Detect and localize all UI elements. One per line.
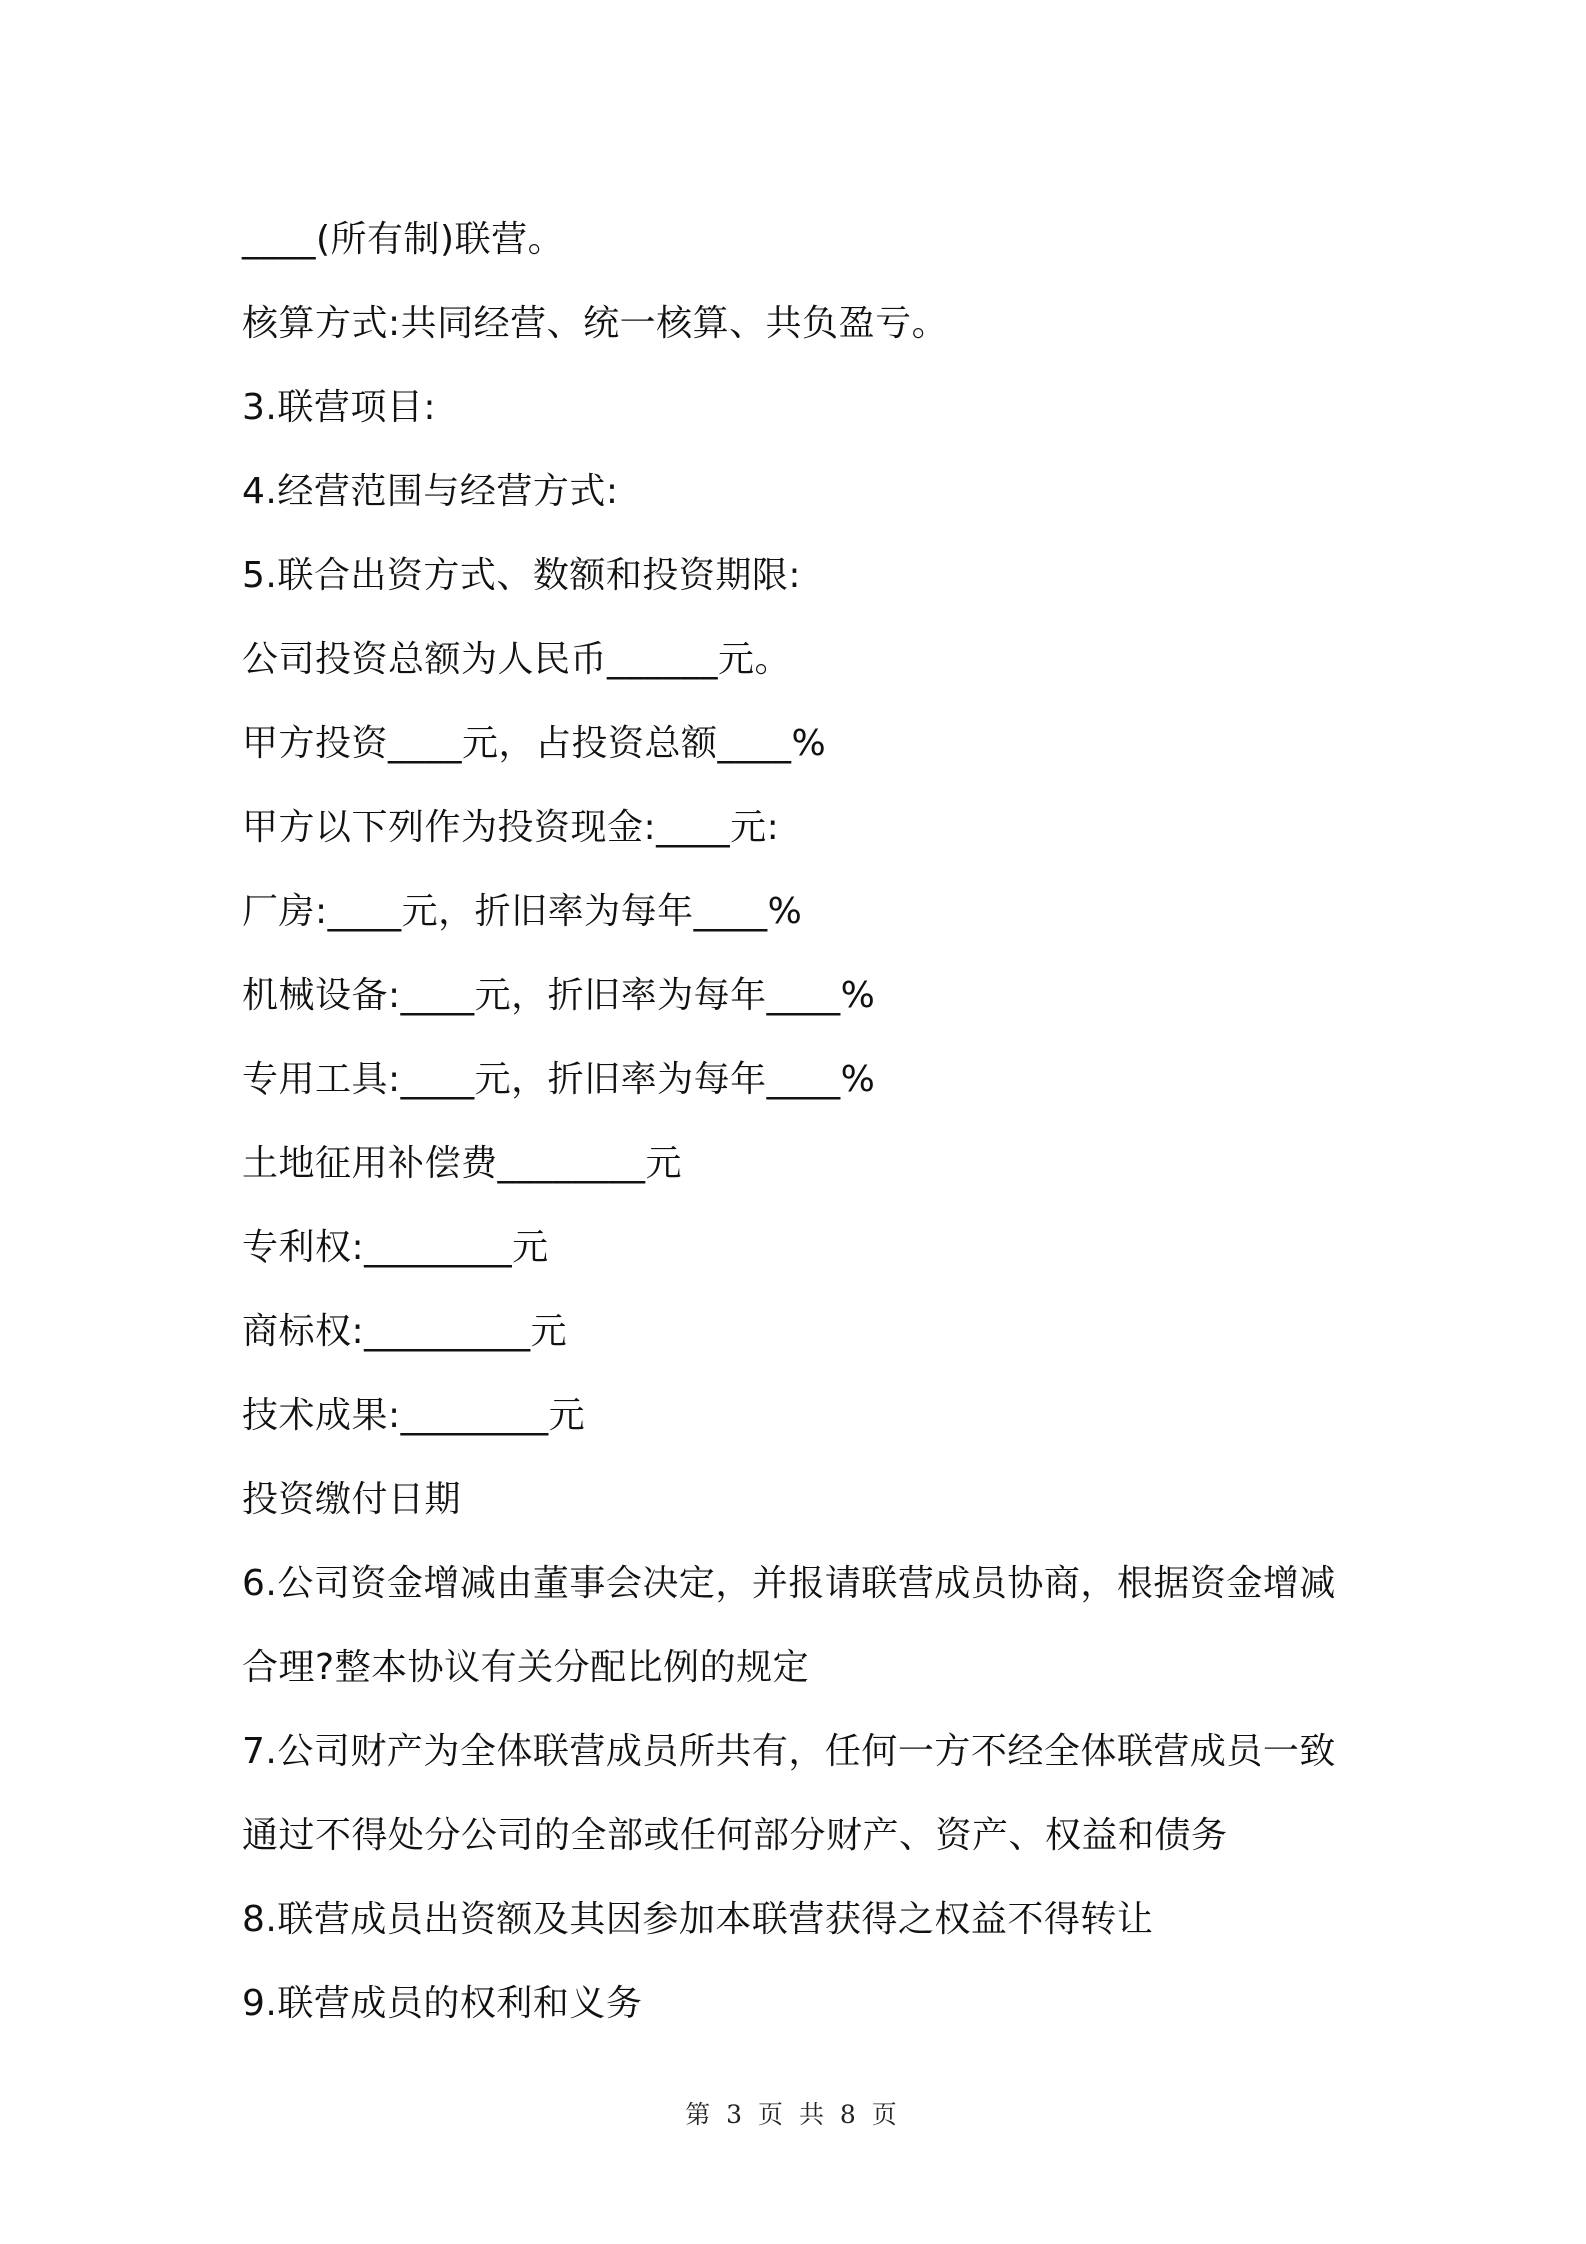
accounting-method-line: 核算方式:共同经营、统一核算、共负盈亏。: [242, 303, 949, 344]
ownership-line: ____(所有制)联营。: [242, 219, 565, 260]
section-6-line-2: 合理?整本协议有关分配比例的规定: [242, 1647, 810, 1688]
section-3-heading: 3.联营项目:: [242, 387, 436, 428]
party-a-investment-line: 甲方投资____元，占投资总额____%: [242, 723, 827, 764]
technology-line: 技术成果:________元: [242, 1395, 586, 1436]
trademark-line: 商标权:_________元: [242, 1311, 568, 1352]
patent-line: 专利权:________元: [242, 1227, 549, 1268]
special-tools-line: 专用工具:____元，折旧率为每年____%: [242, 1059, 876, 1100]
total-investment-line: 公司投资总额为人民币______元。: [242, 639, 792, 680]
machinery-line: 机械设备:____元，折旧率为每年____%: [242, 975, 876, 1016]
section-6-line-1: 6.公司资金增减由董事会决定，并报请联营成员协商，根据资金增减: [242, 1563, 1336, 1604]
section-4-heading: 4.经营范围与经营方式:: [242, 471, 619, 512]
page-number-footer: 第 3 页 共 8 页: [685, 2100, 901, 2129]
party-a-cash-line: 甲方以下列作为投资现金:____元:: [242, 807, 780, 848]
section-8-line: 8.联营成员出资额及其因参加本联营获得之权益不得转让: [242, 1899, 1154, 1940]
section-7-line-1: 7.公司财产为全体联营成员所共有，任何一方不经全体联营成员一致: [242, 1731, 1336, 1772]
document-body: [242, 198, 1372, 2046]
factory-line: 厂房:____元，折旧率为每年____%: [242, 891, 803, 932]
payment-date-line: 投资缴付日期: [242, 1479, 462, 1520]
section-5-heading: 5.联合出资方式、数额和投资期限:: [242, 555, 801, 596]
section-9-heading: 9.联营成员的权利和义务: [242, 1983, 643, 2024]
land-compensation-line: 土地征用补偿费________元: [242, 1143, 683, 1184]
section-7-line-2: 通过不得处分公司的全部或任何部分财产、资产、权益和债务: [242, 1815, 1228, 1856]
